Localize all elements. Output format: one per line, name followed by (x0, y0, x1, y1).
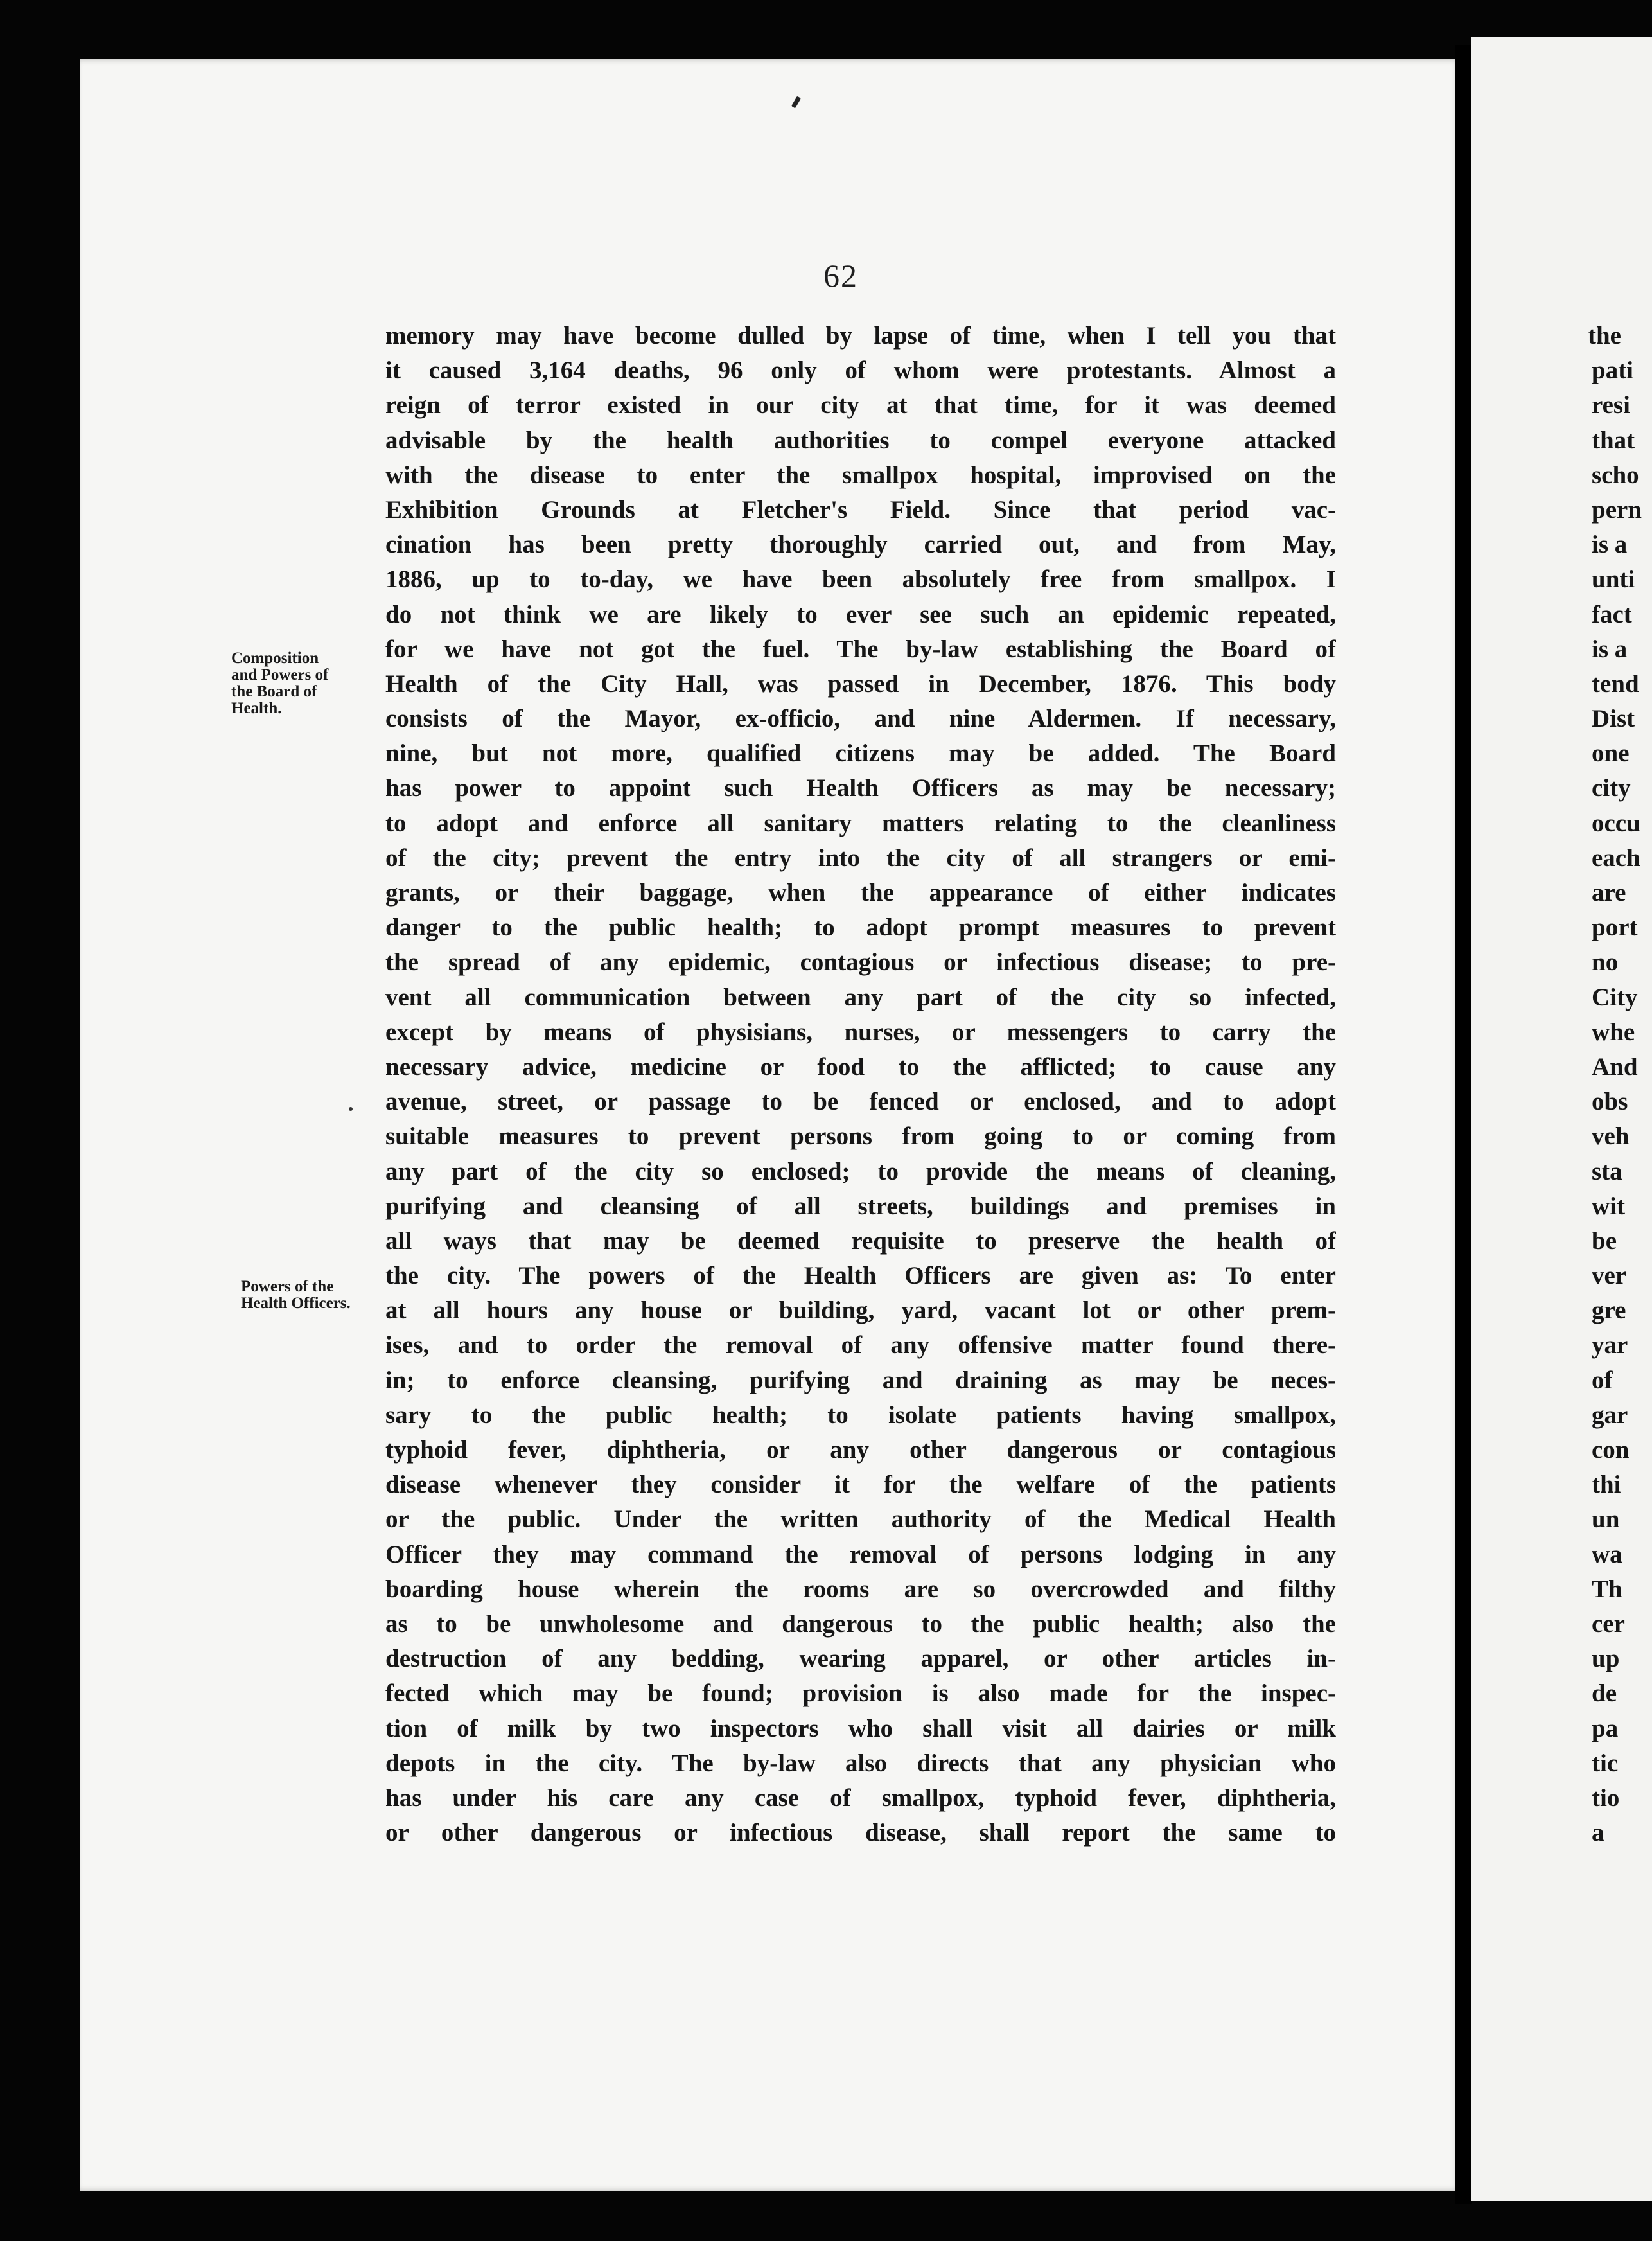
facing-page-fragment: of (1592, 1366, 1613, 1394)
text-line: necessary advice, medicine or food to the afflicted; to cause any (385, 1052, 1336, 1081)
text-line: grants, or their baggage, when the appearance of either indicates (385, 879, 1336, 907)
facing-page-fragment: Th (1592, 1575, 1622, 1603)
facing-page-fragment: gar (1592, 1401, 1628, 1429)
facing-page-fragment: And (1592, 1052, 1638, 1081)
text-line: in; to enforce cleansing, purifying and draining as may be neces- (385, 1366, 1336, 1394)
text-line: the spread of any epidemic, contagious or infectious disease; to pre- (385, 948, 1336, 977)
facing-page-fragment: cer (1592, 1609, 1625, 1638)
facing-page-fragment: whe (1592, 1018, 1635, 1046)
text-line: 1886, up to to-day, we have been absolutely free from smallpox. I (385, 565, 1336, 594)
facing-page-fragment: pati (1592, 357, 1634, 385)
marginal-note-composition (231, 650, 328, 717)
text-line: typhoid fever, diphtheria, or any other dangerous or contagious (385, 1436, 1336, 1464)
facing-page-fragment: a (1592, 1819, 1604, 1847)
marginal-note-line: Health Officers. (241, 1295, 351, 1312)
facing-page-fragment: city (1592, 774, 1631, 802)
marginal-note-line: Health. (231, 700, 282, 717)
text-line: sary to the public health; to isolate patients having smallpox, (385, 1401, 1336, 1429)
facing-page-fragment: sta (1592, 1157, 1622, 1185)
text-line: Exhibition Grounds at Fletcher's Field. Since that period vac- (385, 495, 1336, 524)
text-line: has power to appoint such Health Officers as may be necessary; (385, 774, 1336, 802)
text-line: Health of the City Hall, was passed in December, 1876. This body (385, 669, 1336, 698)
facing-page-fragment: thi (1592, 1471, 1621, 1499)
text-line: depots in the city. The by-law also directs that any physician who (385, 1749, 1336, 1777)
marginal-note-line: Powers of the (241, 1278, 334, 1295)
text-line: or the public. Under the written authority of the Medical Health (385, 1505, 1336, 1534)
facing-page-fragment: resi (1592, 391, 1630, 420)
text-line: do not think we are likely to ever see such an epidemic repeated, (385, 600, 1336, 628)
text-line: nine, but not more, qualified citizens may be added. The Board (385, 740, 1336, 768)
page-number: 62 (823, 258, 858, 294)
facing-page-fragment: port (1592, 914, 1638, 942)
facing-page-fragment: is a (1592, 531, 1628, 559)
book-gutter (1455, 45, 1472, 2204)
facing-page-fragment: de (1592, 1679, 1617, 1708)
text-line: avenue, street, or passage to be fenced or enclosed, and to adopt (385, 1088, 1336, 1116)
facing-page-fragment: wit (1592, 1192, 1625, 1220)
facing-page-fragment: wa (1592, 1540, 1622, 1568)
text-line: at all hours any house or building, yard, vacant lot or other prem- (385, 1297, 1336, 1325)
facing-page-fragment: ver (1592, 1262, 1627, 1290)
text-line: disease whenever they consider it for the welfare of the patients (385, 1471, 1336, 1499)
text-line: danger to the public health; to adopt prompt measures to prevent (385, 914, 1336, 942)
facing-page-fragment: are (1592, 879, 1626, 907)
facing-page-fragment: tic (1592, 1749, 1619, 1777)
text-line: cination has been pretty thoroughly carried out, and from May, (385, 531, 1336, 559)
facing-page-fragment: fact (1592, 600, 1632, 628)
facing-page-fragment: scho (1592, 461, 1639, 489)
text-line: purifying and cleansing of all streets, buildings and premises in (385, 1192, 1336, 1220)
text-line: memory may have become dulled by lapse of time, when I tell you that (385, 322, 1336, 350)
text-line: vent all communication between any part of the city so infected, (385, 983, 1336, 1011)
text-line: for we have not got the fuel. The by-law establishing the Board of (385, 635, 1336, 663)
text-line: tion of milk by two inspectors who shall visit all dairies or milk (385, 1714, 1336, 1742)
facing-page-fragment: tio (1592, 1784, 1620, 1812)
facing-page-fragment: yar (1592, 1331, 1628, 1360)
facing-page-fragment: pern (1592, 495, 1642, 524)
marginal-note-officers (241, 1279, 351, 1312)
text-line: suitable measures to prevent persons from going to or coming from (385, 1122, 1336, 1151)
marginal-note-line: the Board of (231, 683, 317, 700)
text-line: of the city; prevent the entry into the city of all strangers or emi- (385, 844, 1336, 872)
facing-page-fragment: each (1592, 844, 1640, 872)
facing-page-fragment: up (1592, 1645, 1620, 1673)
text-line: advisable by the health authorities to compel everyone attacked (385, 426, 1336, 454)
facing-page-fragment: veh (1592, 1122, 1630, 1151)
facing-page-fragment: one (1592, 740, 1630, 768)
text-line: or other dangerous or infectious disease, shall report the same to (385, 1819, 1336, 1847)
facing-page-fragment: be (1592, 1227, 1617, 1255)
text-line: as to be unwholesome and dangerous to the public health; also the (385, 1609, 1336, 1638)
facing-page-fragment: is a (1592, 635, 1628, 663)
facing-page-fragment: tend (1592, 669, 1639, 698)
text-line: except by means of physisians, nurses, or messengers to carry the (385, 1018, 1336, 1046)
text-line: with the disease to enter the smallpox hospital, improvised on the (385, 461, 1336, 489)
text-line: fected which may be found; provision is also made for the inspec- (385, 1679, 1336, 1708)
text-line: it caused 3,164 deaths, 96 only of whom were protestants. Almost a (385, 357, 1336, 385)
text-line: all ways that may be deemed requisite to preserve the health of (385, 1227, 1336, 1255)
text-line: reign of terror existed in our city at that time, for it was deemed (385, 391, 1336, 420)
facing-page-fragment: con (1592, 1436, 1630, 1464)
facing-page-fragment: unti (1592, 565, 1635, 594)
text-line: the city. The powers of the Health Officers are given as: To enter (385, 1262, 1336, 1290)
facing-page-fragment: un (1592, 1505, 1620, 1534)
marginal-note-line: and Powers of (231, 666, 329, 684)
text-line: destruction of any bedding, wearing apparel, or other articles in- (385, 1645, 1336, 1673)
marginal-note-line: Composition (231, 650, 319, 667)
text-line: any part of the city so enclosed; to provide the means of cleaning, (385, 1157, 1336, 1185)
facing-page-fragment: Dist (1592, 705, 1635, 733)
body-text (385, 319, 1336, 1850)
facing-page-fragment: occu (1592, 809, 1640, 837)
text-line: consists of the Mayor, ex-officio, and nine Aldermen. If necessary, (385, 705, 1336, 733)
text-line: boarding house wherein the rooms are so overcrowded and filthy (385, 1575, 1336, 1603)
ink-dot (349, 1107, 353, 1111)
facing-page-fragment: pa (1592, 1714, 1619, 1742)
facing-page-fragment: the (1588, 322, 1621, 350)
facing-page-text (1588, 319, 1642, 1850)
facing-page-fragment: no (1592, 948, 1619, 977)
text-line: has under his care any case of smallpox, typhoid fever, diphtheria, (385, 1784, 1336, 1812)
facing-page-fragment: gre (1592, 1297, 1626, 1325)
facing-page-fragment: obs (1592, 1088, 1628, 1116)
text-line: to adopt and enforce all sanitary matters relating to the cleanliness (385, 809, 1336, 837)
facing-page-fragment: City (1592, 983, 1638, 1011)
text-line: Officer they may command the removal of persons lodging in any (385, 1540, 1336, 1568)
text-line: ises, and to order the removal of any offensive matter found there- (385, 1331, 1336, 1360)
facing-page-fragment: that (1592, 426, 1635, 454)
